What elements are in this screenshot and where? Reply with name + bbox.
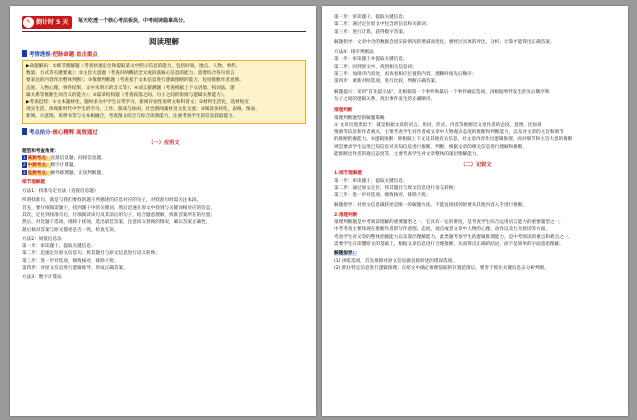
item-number: 2 <box>23 162 26 168</box>
box1-line: 数量、方式等关键要素）；②主旨大意题（考查归纳概括全文或段落核心信息的能力，需要综合各句语言 <box>26 71 235 77</box>
highlight-label: 解题指导： <box>334 251 357 257</box>
list-item: (2) 抓住特定信息进行逻辑推理：在原文中确定推理依据的位置范围后，要善于抓住关键信息去分析判断。 <box>334 265 549 271</box>
list-item <box>22 170 306 177</box>
countdown-icon: ✎ <box>23 17 34 28</box>
paragraph-line: 其次，定位到找准句后，仔细阅读该句及其前后的句子，结合题意理解，找准答案所在的位置； <box>22 213 215 218</box>
item-label: 高频考点： <box>27 155 51 161</box>
section-marker-icon <box>22 50 27 57</box>
paragraph-line: 所谓找准句，就是与我们要找的题干所描述的信息对应的句子，对找准句时需关注本段。 <box>22 198 202 204</box>
page-title: 阅读理解 <box>149 37 179 46</box>
item-label: 低频考点： <box>27 170 51 176</box>
paragraph-line: 推理判断题是中考阅读理解的重要题型之一，它具有一定的难度，是考查学生综合运用语言能力的重要题型之一， <box>334 220 564 226</box>
step-line: 第三步：进一步对选项，细致核对，排除干扰； <box>22 258 119 264</box>
step-line: 第一步：审读题干并提取关键信息； <box>334 57 408 63</box>
step-line: 第二步：回到原文中，找到相关信息词； <box>334 64 417 70</box>
badge-text: 倒计时 <box>36 19 55 26</box>
method-4-label: 方法4：排序判断法 <box>334 50 374 56</box>
note-line: 解题指导：对原文信息做转述是唯一的解题方法，不能直接找到的要从其他内容入手进行推断。 <box>334 202 527 208</box>
step-line: 第三步：进行计算，获得数字答案。 <box>334 29 408 35</box>
step-line: 第四步：对原文信息进行逻辑推导，形成正确答案。 <box>22 266 128 272</box>
list-item <box>22 155 306 162</box>
method-2-label: 方法2：间接信息法 <box>22 236 62 242</box>
step-line: 第一步：审读题干，提取关键信息； <box>334 15 408 20</box>
note-line: 解题指导：文章中含的数据会因实际情况的增减而变化，要经过具体的对比、分析、计算才能得出正确答案。 <box>334 39 555 45</box>
step-line: 第二步：迅速定位原文信息句，将其题目与原文信息进行语义转换； <box>22 251 160 257</box>
subsection-heading: 1.细节理解题 <box>334 171 362 177</box>
right-page <box>322 6 628 416</box>
paragraph-line: 首先，要仔细阅读题干，找到题干中的关键词，然后迅速在原文中找到与关键词相对应的信息， <box>22 205 215 211</box>
paragraph-line: 最后核对答案与原文描述是否一致，检查无误。 <box>22 227 119 233</box>
section-title-applied: （一）应用文 <box>148 139 180 146</box>
list-item: (1) 浏览选项，首先排除对原文信息做直接转述的错误选项。 <box>334 258 457 264</box>
exam-analysis-box <box>22 60 306 124</box>
note-line: 句子之间的逻辑关系，找出事件发生的正确顺序。 <box>334 96 436 102</box>
page-header <box>22 14 306 34</box>
item-number: 1 <box>23 154 26 160</box>
box1-line: 新闻、示意图、说明书等与文本相融合，考查图文结合与综合读图能力，注重考查学生的信息获取能力。 <box>26 114 238 120</box>
box1-line: ▶考查趋势：①文本题材化，题材多为中学生日常学习、新闻评论性说明文和科普文；②材料生活化，选材贴近 <box>26 100 250 106</box>
technique-heading: 细节理解题 <box>22 179 45 185</box>
section-title-narrative: （二）记叙文 <box>460 162 492 169</box>
item-text: 数字计算题。 <box>50 163 79 169</box>
method-3-label: 方法3：数字计算法 <box>22 275 62 281</box>
subsection-heading: 2.推理判断 <box>334 212 358 218</box>
box2-heading-sub: 核心精粹 高效通过 <box>52 129 98 136</box>
left-page <box>10 6 316 416</box>
step-line: 第三步：进一步对选项，细致核对，排除干扰； <box>334 193 431 199</box>
box1-heading-sub: 把脉命题 直击重点 <box>52 52 98 58</box>
paragraph-line: 然后，对比题干选项，排除干扰项，选出最佳答案，注意同义替换的情况，确认答案正确性， <box>22 220 211 226</box>
box2-heading: 考点拾分·核心精粹 高效通过 <box>22 128 306 138</box>
box2-heading-main: 考点拾分 <box>29 129 51 136</box>
inference-subheading: 推理判断题型的解题策略 <box>334 115 385 121</box>
box1-line: 现实生活，体现新时代中学生的学习、工作、游戏与休闲、社会新闻素材及文化交流；③阅读多样化，表格、图表、 <box>26 107 260 113</box>
box1-line: ▶命题解码：①细节理解题（考查快速定位和提取某文中明示信息的能力，包括时间、地点、人物、事件、 <box>26 64 241 69</box>
step-line: 第二步：通过定位原文中包含的信息和关联词； <box>334 22 431 28</box>
header-rule <box>22 31 306 32</box>
paragraph-line: 则是要求学生运用已知信息对未知信息进行推断、判断，根据文章的相关信息进行理解和推断， <box>334 144 527 150</box>
box1-line: 辑关系等推断生词含义的能力）；⑤篇章结构题（考查段落之间、句子之间的衔接与逻辑关系能力）。 <box>26 92 228 98</box>
paragraph-line: 考查学生对文章的整体把握能力以及深层理解能力。此类题考查学生的逻辑推理能力，是中考阅读的重点和难点之一， <box>334 234 573 240</box>
item-label: 中频考点： <box>27 163 51 169</box>
paragraph-line: 能推断出作者的观点态度等，主要考查学生对文章整体的深层理解能力。 <box>334 152 482 158</box>
step-line: 第三步：加排序内容处，再查看相应位置的内容，理顺时间先后顺序； <box>334 72 477 78</box>
note-line: 解题提示：采用"首先提示法"，先根据第一个事件和最后一个事件确定选项，再根据事件发生的先后顺序和 <box>334 89 550 95</box>
paragraph-line: 情感等信息和作者观点，主要考查学生对作者或文章中人物观点态度的推断和判断能力，以及对文章的主旨和细节 <box>334 130 564 136</box>
paragraph-line: 的推断把握能力。②逻辑推断：即根据上下文及其他有关信息，对文章内容作出逻辑推理，而对细节和主旨大意的推断 <box>334 137 573 143</box>
box1-heading: 考情透视·把脉命题 直击重点 <box>22 50 306 60</box>
badge-number: 5 <box>56 19 61 26</box>
step-line: 第四步：重新对照选项，进行比较，判断正确答案。 <box>334 79 440 85</box>
item-number: 3 <box>23 169 26 175</box>
step-line: 第一步：审读题干，提取关键信息； <box>334 178 408 184</box>
box1-line: 要表达的内容作出整体判断）；③推理判断题（考查基于文本信息进行逻辑推断的能力，包括推断作者意图、 <box>26 78 244 84</box>
step-line: 第一步：审读题干，提取关键信息； <box>22 244 96 250</box>
highlight-label-row <box>334 250 618 257</box>
method-1-label: 方法1：找准句定位法（直接信息题） <box>22 189 99 195</box>
paragraph-line: ① 文章出现类似于：就是根据文章的语言、用词、形式、内容等推断出文章作者的态度、意图，比如说 <box>334 122 542 128</box>
motto: 每天吃透一个核心考法板块，中考阅读稳拿高分。 <box>78 18 189 24</box>
paragraph-line: 中考考查主要体现在推断作者的写作意图、态度、观点或者文章中人物的心理、动作以及行为原因等方面， <box>334 227 550 233</box>
question-types-label: 题型和考查角度： <box>22 148 59 154</box>
countdown-badge <box>22 16 72 29</box>
item-text: 直接信息题；间接信息题。 <box>50 155 106 161</box>
item-text: 额外推理题；正误判断题。 <box>50 170 106 176</box>
paragraph-line: 需要学生在读懂原文的基础上，根据文章信息进行合理推断，从而得出正确的结论，而不是简单的字面意思理解。 <box>334 242 564 248</box>
section-marker-icon <box>22 128 27 135</box>
inference-heading: 推理判断 <box>334 108 353 114</box>
box1-heading-main: 考情透视 <box>29 52 51 58</box>
box1-line: 态度、人物心理、事件结果、文中未明示的含义等）；④词义猜测题（考查根据上下文语境、构词法、逻 <box>26 85 235 91</box>
badge-unit: 天 <box>62 19 69 26</box>
step-line: 第二步：通过原文定位，将其题目与原文信息进行语义转换； <box>334 185 459 191</box>
list-item <box>22 162 306 169</box>
